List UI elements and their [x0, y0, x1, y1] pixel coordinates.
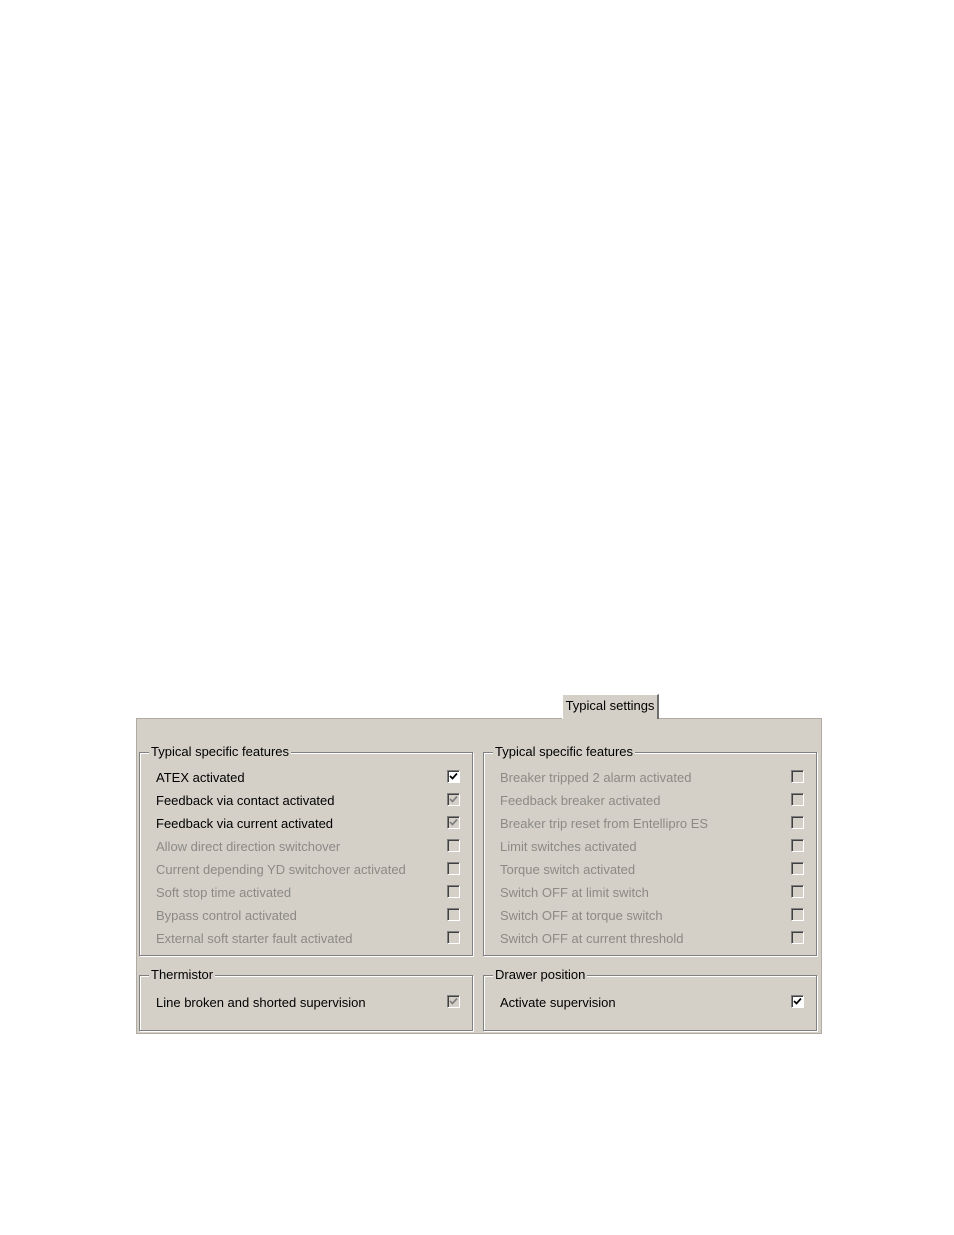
checkbox-row [156, 814, 460, 834]
checkmark-icon [449, 818, 458, 827]
checkmark-icon [449, 795, 458, 804]
thermistor-title: Thermistor [151, 967, 214, 982]
typical-settings-panel [136, 718, 822, 1034]
checkbox [791, 770, 804, 783]
checkbox-row [500, 929, 804, 949]
checkbox-label: Feedback via contact activated [156, 793, 335, 808]
checkbox-label: Activate supervision [500, 995, 616, 1010]
checkbox-row [156, 791, 460, 811]
checkbox [447, 931, 460, 944]
checkbox-label: External soft starter fault activated [156, 931, 353, 946]
checkbox [791, 793, 804, 806]
checkbox-label: Limit switches activated [500, 839, 637, 854]
checkbox[interactable] [791, 995, 804, 1008]
drawer-position-title: Drawer position [495, 967, 586, 982]
left-features-group [139, 744, 473, 956]
checkbox [791, 908, 804, 921]
checkbox [447, 862, 460, 875]
checkbox [791, 931, 804, 944]
checkbox-row [156, 906, 460, 926]
checkbox-label: Switch OFF at current threshold [500, 931, 684, 946]
checkbox [447, 995, 460, 1008]
checkbox-label: Torque switch activated [500, 862, 636, 877]
checkbox-row [500, 814, 804, 834]
tab-typical-settings[interactable]: Typical settings [562, 694, 659, 719]
checkbox-label: Breaker trip reset from Entellipro ES [500, 816, 709, 831]
right-features-title: Typical specific features [495, 744, 634, 759]
checkbox-row [156, 837, 460, 857]
checkmark-icon [793, 997, 802, 1006]
checkbox-label: Feedback breaker activated [500, 793, 661, 808]
left-features-title: Typical specific features [151, 744, 290, 759]
checkbox-row [156, 860, 460, 880]
checkbox-label: Soft stop time activated [156, 885, 292, 900]
drawer-position-group [483, 967, 817, 1031]
checkbox-row [500, 837, 804, 857]
checkbox-row [156, 883, 460, 903]
checkbox [447, 816, 460, 829]
checkmark-icon [449, 997, 458, 1006]
checkbox-label: Feedback via current activated [156, 816, 334, 831]
checkbox-label: Line broken and shorted supervision [156, 995, 366, 1010]
checkbox-row [156, 993, 460, 1013]
checkbox-row [500, 906, 804, 926]
checkbox[interactable] [447, 770, 460, 783]
checkmark-icon [449, 772, 458, 781]
checkbox-label: Switch OFF at limit switch [500, 885, 649, 900]
checkbox [447, 908, 460, 921]
checkbox [447, 793, 460, 806]
checkbox-row[interactable] [156, 768, 460, 788]
checkbox [791, 885, 804, 898]
right-features-group [483, 744, 817, 956]
checkbox [791, 862, 804, 875]
checkbox-row [156, 929, 460, 949]
checkbox-label: Current depending YD switchover activated [156, 862, 406, 877]
checkbox-label: Breaker tripped 2 alarm activated [500, 770, 692, 785]
checkbox-label: Allow direct direction switchover [156, 839, 341, 854]
checkbox-row [500, 883, 804, 903]
checkbox-label: Switch OFF at torque switch [500, 908, 663, 923]
checkbox-label: ATEX activated [156, 770, 245, 785]
checkbox [447, 839, 460, 852]
checkbox-row [500, 860, 804, 880]
checkbox [791, 816, 804, 829]
checkbox-row [500, 791, 804, 811]
checkbox-label: Bypass control activated [156, 908, 297, 923]
checkbox [447, 885, 460, 898]
checkbox-row[interactable] [500, 993, 804, 1013]
checkbox-row [500, 768, 804, 788]
thermistor-group [139, 967, 473, 1031]
checkbox [791, 839, 804, 852]
